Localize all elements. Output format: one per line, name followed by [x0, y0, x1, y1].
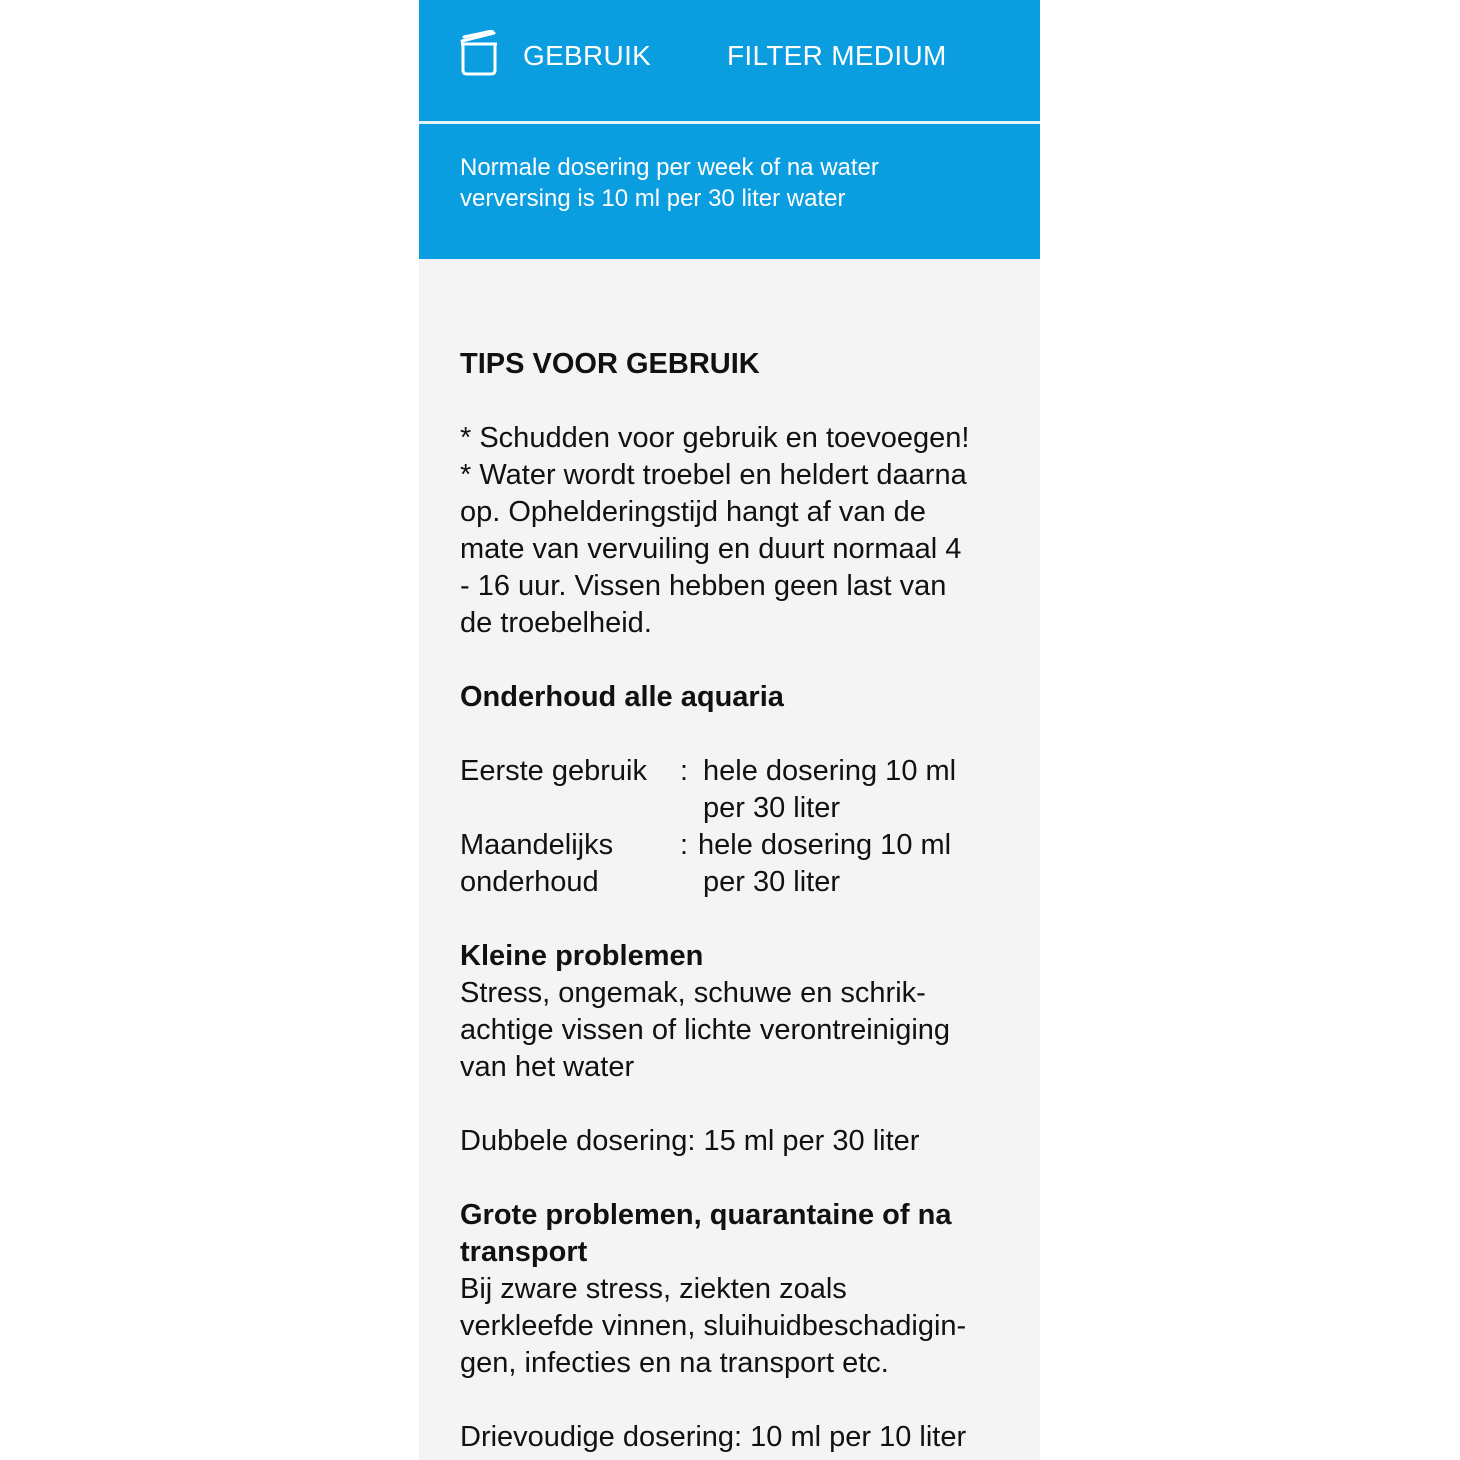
row-separator: : — [680, 755, 689, 787]
row-value-line1: hele dosering 10 ml — [698, 829, 952, 861]
row-label: Eerste gebruik — [460, 755, 647, 787]
tab-filter-medium[interactable]: FILTER MEDIUM — [727, 40, 947, 71]
tips-title: TIPS VOOR GEBRUIK — [460, 348, 760, 380]
small-problems-title: Kleine problemen — [460, 940, 704, 972]
row-value-line2: per 30 liter — [703, 866, 841, 898]
content-body — [460, 340, 1020, 1456]
big-problems-body: Bij zware stress, ziekten zoals verkleefde vinnen, sluihuidbeschadigin- gen, infecties en na transport etc. — [460, 1273, 967, 1379]
row-separator: : — [680, 829, 689, 861]
maintenance-row-monthly — [460, 827, 1020, 901]
row-value-line2: per 30 liter — [703, 792, 841, 824]
tab-header — [419, 0, 1040, 121]
maintenance-title: Onderhoud alle aquaria — [460, 681, 784, 713]
maintenance-row-first-use — [460, 753, 1020, 827]
product-info-panel — [419, 0, 1040, 1460]
row-value — [698, 827, 951, 901]
small-problems-dosage: Dubbele dosering: 15 ml per 30 liter — [460, 1125, 920, 1157]
tab-gebruik[interactable]: GEBRUIK — [523, 40, 652, 71]
dosage-banner — [419, 124, 1040, 259]
jar-icon — [459, 30, 499, 76]
row-value — [703, 753, 956, 827]
row-label: Maandelijks onderhoud — [460, 829, 614, 898]
small-problems-body: Stress, ongemak, schuwe en schrik- achtige vissen of lichte verontreiniging van het water — [460, 977, 951, 1083]
row-value-line1: hele dosering 10 ml — [703, 755, 957, 787]
dosage-note: Normale dosering per week of na water verversing is 10 ml per 30 liter water — [460, 154, 879, 212]
big-problems-title: Grote problemen, quarantaine of na transport — [460, 1199, 952, 1268]
big-problems-dosage: Drievoudige dosering: 10 ml per 10 liter — [460, 1421, 967, 1453]
tips-body: * Schudden voor gebruik en toevoegen! * Water wordt troebel en heldert daarna op. Ophelderingstijd hangt af van de mate van vervuiling en duurt normaal 4 - 16 uur. Vissen hebben geen last van de troebelheid. — [460, 422, 970, 639]
